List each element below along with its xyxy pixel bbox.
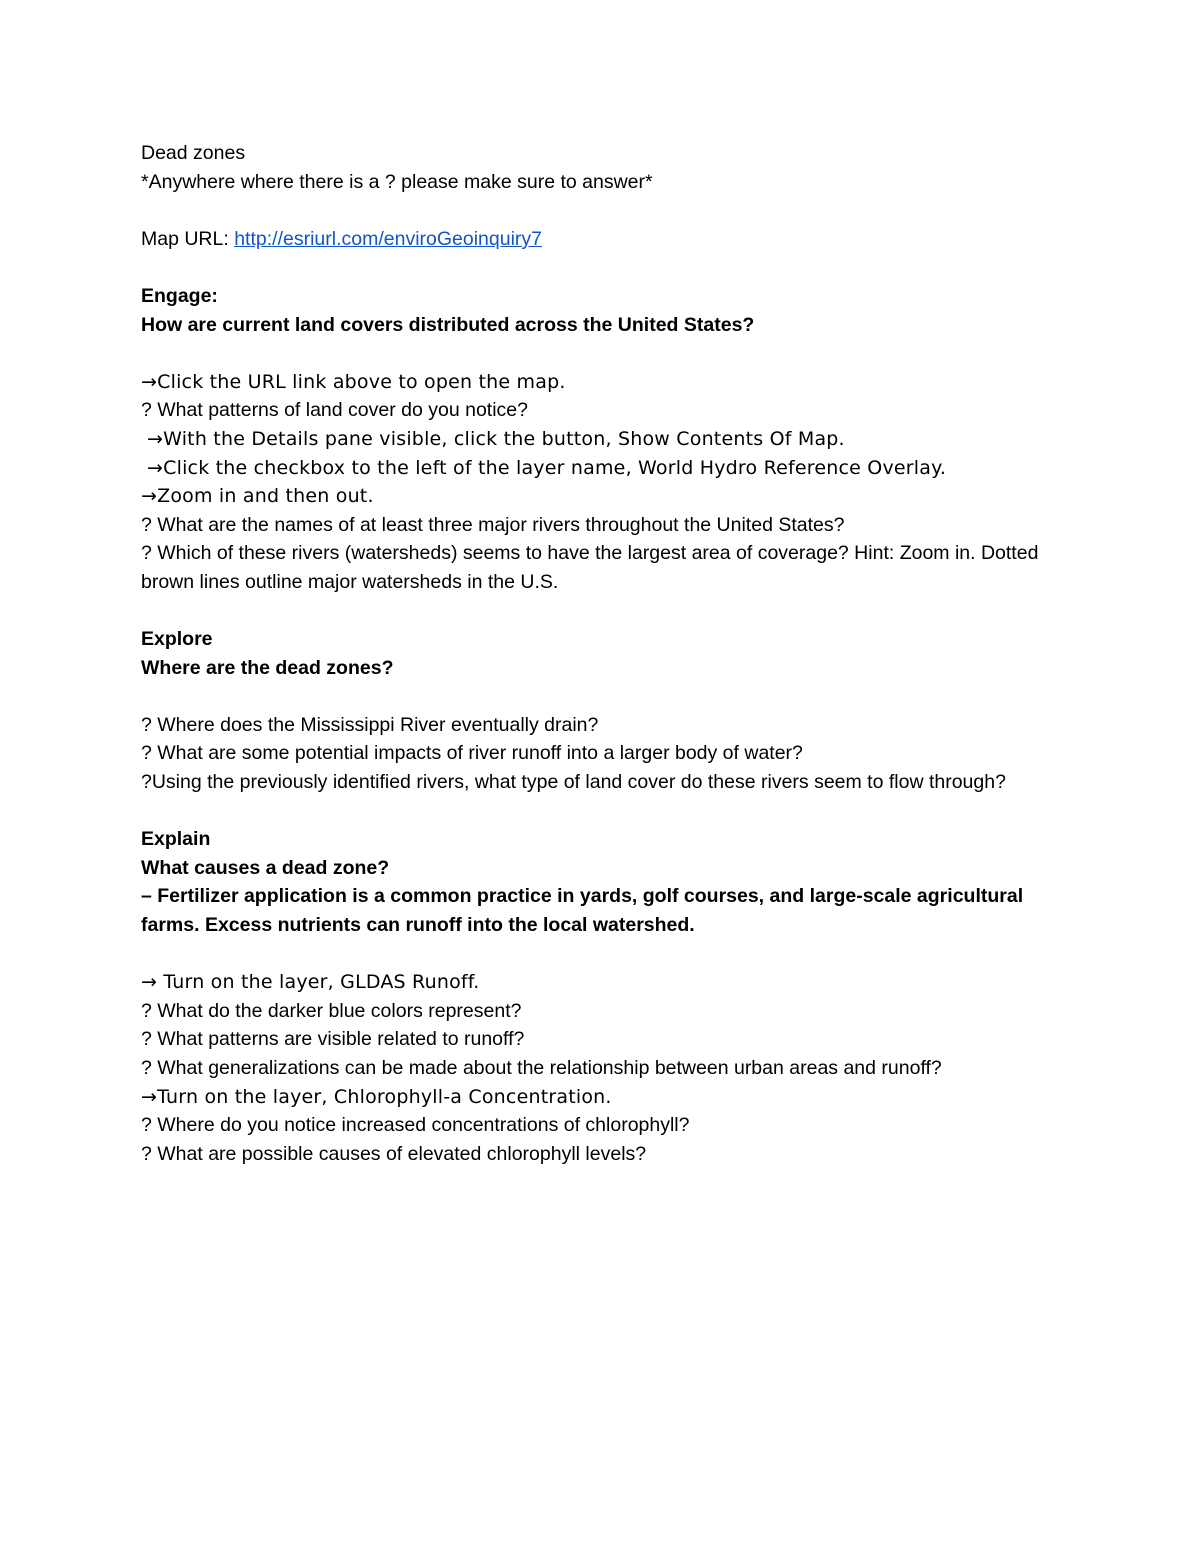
spacer bbox=[141, 196, 1061, 225]
explain-statement: – Fertilizer application is a common practice in yards, golf courses, and large-scale agricultural farms. Excess nutrients can runoff into the local watershed. bbox=[141, 885, 1024, 937]
explain-question-chlorophyll-causes: ? What are possible causes of elevated chlorophyll levels? bbox=[141, 1142, 647, 1165]
explain-heading: Explain bbox=[141, 828, 211, 851]
engage-question-watersheds: ? Which of these rivers (watersheds) seems to have the largest area of coverage? Hint: Zoom in. Dotted brown lines outline major watersheds in the U.S. bbox=[141, 542, 1039, 593]
spacer bbox=[141, 797, 1061, 826]
explain-question: What causes a dead zone? bbox=[141, 856, 390, 879]
engage-step-open-map: →Click the URL link above to open the map. bbox=[141, 370, 566, 393]
engage-question: How are current land covers distributed across the United States? bbox=[141, 313, 755, 336]
explain-question-generalizations: ? What generalizations can be made about the relationship between urban areas and runoff? bbox=[141, 1057, 942, 1079]
spacer bbox=[141, 597, 1061, 626]
explain-step-gldas: → Turn on the layer, GLDAS Runoff. bbox=[141, 971, 480, 994]
explore-question-impacts: ? What are some potential impacts of river runoff into a larger body of water? bbox=[141, 742, 803, 765]
engage-step-show-contents: →With the Details pane visible, click the button, Show Contents Of Map. bbox=[147, 427, 845, 450]
engage-question-rivers: ? What are the names of at least three major rivers throughout the United States? bbox=[141, 513, 845, 536]
explain-question-chlorophyll-where: ? Where do you notice increased concentrations of chlorophyll? bbox=[141, 1114, 690, 1137]
explain-question-runoff-patterns: ? What patterns are visible related to runoff? bbox=[141, 1028, 525, 1051]
spacer bbox=[141, 682, 1061, 711]
engage-heading: Engage: bbox=[141, 284, 218, 307]
engage-step-checkbox: →Click the checkbox to the left of the layer name, World Hydro Reference Overlay. bbox=[147, 456, 947, 479]
document-page bbox=[141, 139, 1061, 1168]
spacer bbox=[141, 253, 1061, 282]
instruction-text: *Anywhere where there is a ? please make sure to answer* bbox=[141, 170, 653, 193]
explore-question-drain: ? Where does the Mississippi River eventually drain? bbox=[141, 713, 599, 736]
spacer bbox=[141, 940, 1061, 969]
spacer bbox=[141, 339, 1061, 368]
map-url-line bbox=[141, 225, 1061, 254]
map-url-label: Map URL: bbox=[141, 227, 235, 250]
explain-question-blue: ? What do the darker blue colors represent? bbox=[141, 999, 522, 1022]
explain-step-chlorophyll: →Turn on the layer, Chlorophyll-a Concentration. bbox=[141, 1085, 612, 1108]
map-url-link[interactable]: http://esriurl.com/enviroGeoinquiry7 bbox=[234, 227, 543, 250]
explore-question: Where are the dead zones? bbox=[141, 656, 394, 679]
engage-question-patterns: ? What patterns of land cover do you notice? bbox=[141, 399, 528, 422]
explore-heading: Explore bbox=[141, 628, 213, 651]
explore-question-land-cover: ?Using the previously identified rivers, what type of land cover do these rivers seem to flow through? bbox=[141, 771, 1006, 794]
document-title: Dead zones bbox=[141, 142, 246, 164]
engage-step-zoom: →Zoom in and then out. bbox=[141, 485, 374, 508]
